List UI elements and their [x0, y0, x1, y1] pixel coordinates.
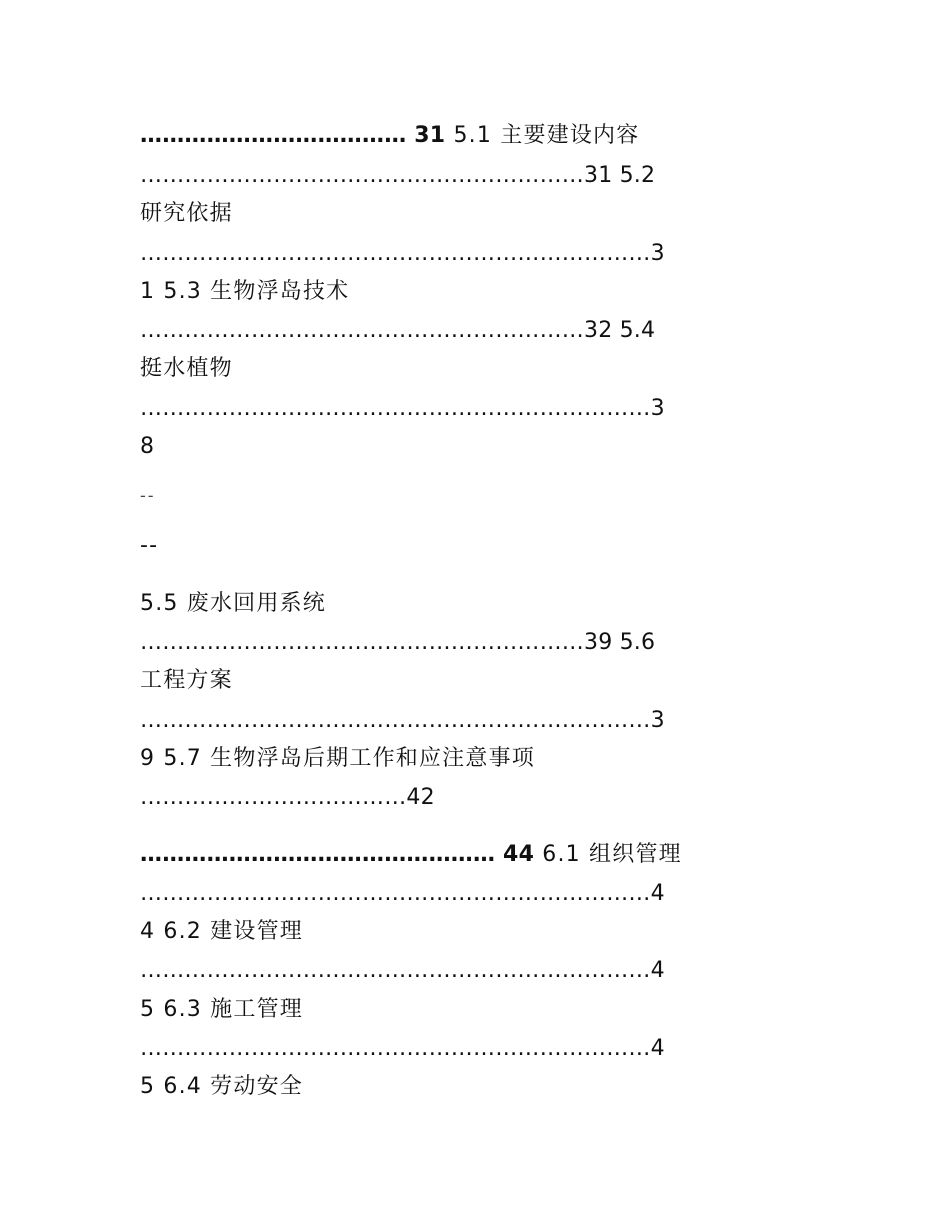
toc-leader-chapter-6: ………………………………………… 44	[140, 842, 535, 867]
toc-leader-line: ……………………………………………………………3	[140, 396, 665, 421]
toc-entry-text: 5 6.3 施工管理	[140, 997, 303, 1022]
toc-leader-line: ……………………………………………………39 5.6	[140, 630, 656, 655]
toc-leader-line: ………………………………42	[140, 785, 435, 810]
toc-leader-line: ……………………………………………………………4	[140, 881, 665, 906]
toc-entry-6-1: 6.1 组织管理	[534, 842, 682, 867]
toc-entry-text: 5 6.4 劳动安全	[140, 1074, 303, 1099]
toc-entry-text: 挺水植物	[140, 356, 233, 381]
toc-entry-text: 5.5 废水回用系统	[140, 591, 326, 616]
toc-leader-line: ……………………………………………………………4	[140, 958, 665, 983]
toc-line-chapter-6-header	[140, 841, 682, 869]
toc-entry-text: 4 6.2 建设管理	[140, 919, 303, 944]
toc-entry-text: 研究依据	[140, 201, 233, 226]
toc-entry-text: 9 5.7 生物浮岛后期工作和应注意事项	[140, 746, 535, 771]
toc-leader-line: ……………………………………………………32 5.4	[140, 318, 656, 343]
toc-leader-line: ……………………………………………………………3	[140, 708, 665, 733]
page-break-marker: --	[140, 486, 156, 505]
toc-line-chapter-5-header	[140, 122, 639, 150]
page-break-marker: --	[140, 533, 159, 558]
toc-leader-line: ……………………………………………………………4	[140, 1036, 665, 1061]
toc-leader-line: ……………………………………………………………3	[140, 241, 665, 266]
toc-entry-text: 工程方案	[140, 668, 233, 693]
toc-entry-text: 8	[140, 434, 156, 459]
toc-entry-5-1: 5.1 主要建设内容	[445, 123, 640, 148]
toc-entry-text: 1 5.3 生物浮岛技术	[140, 279, 350, 304]
toc-leader-line: ……………………………………………………31 5.2	[140, 163, 656, 188]
toc-leader-chapter-5: ……………………………… 31	[140, 123, 446, 148]
